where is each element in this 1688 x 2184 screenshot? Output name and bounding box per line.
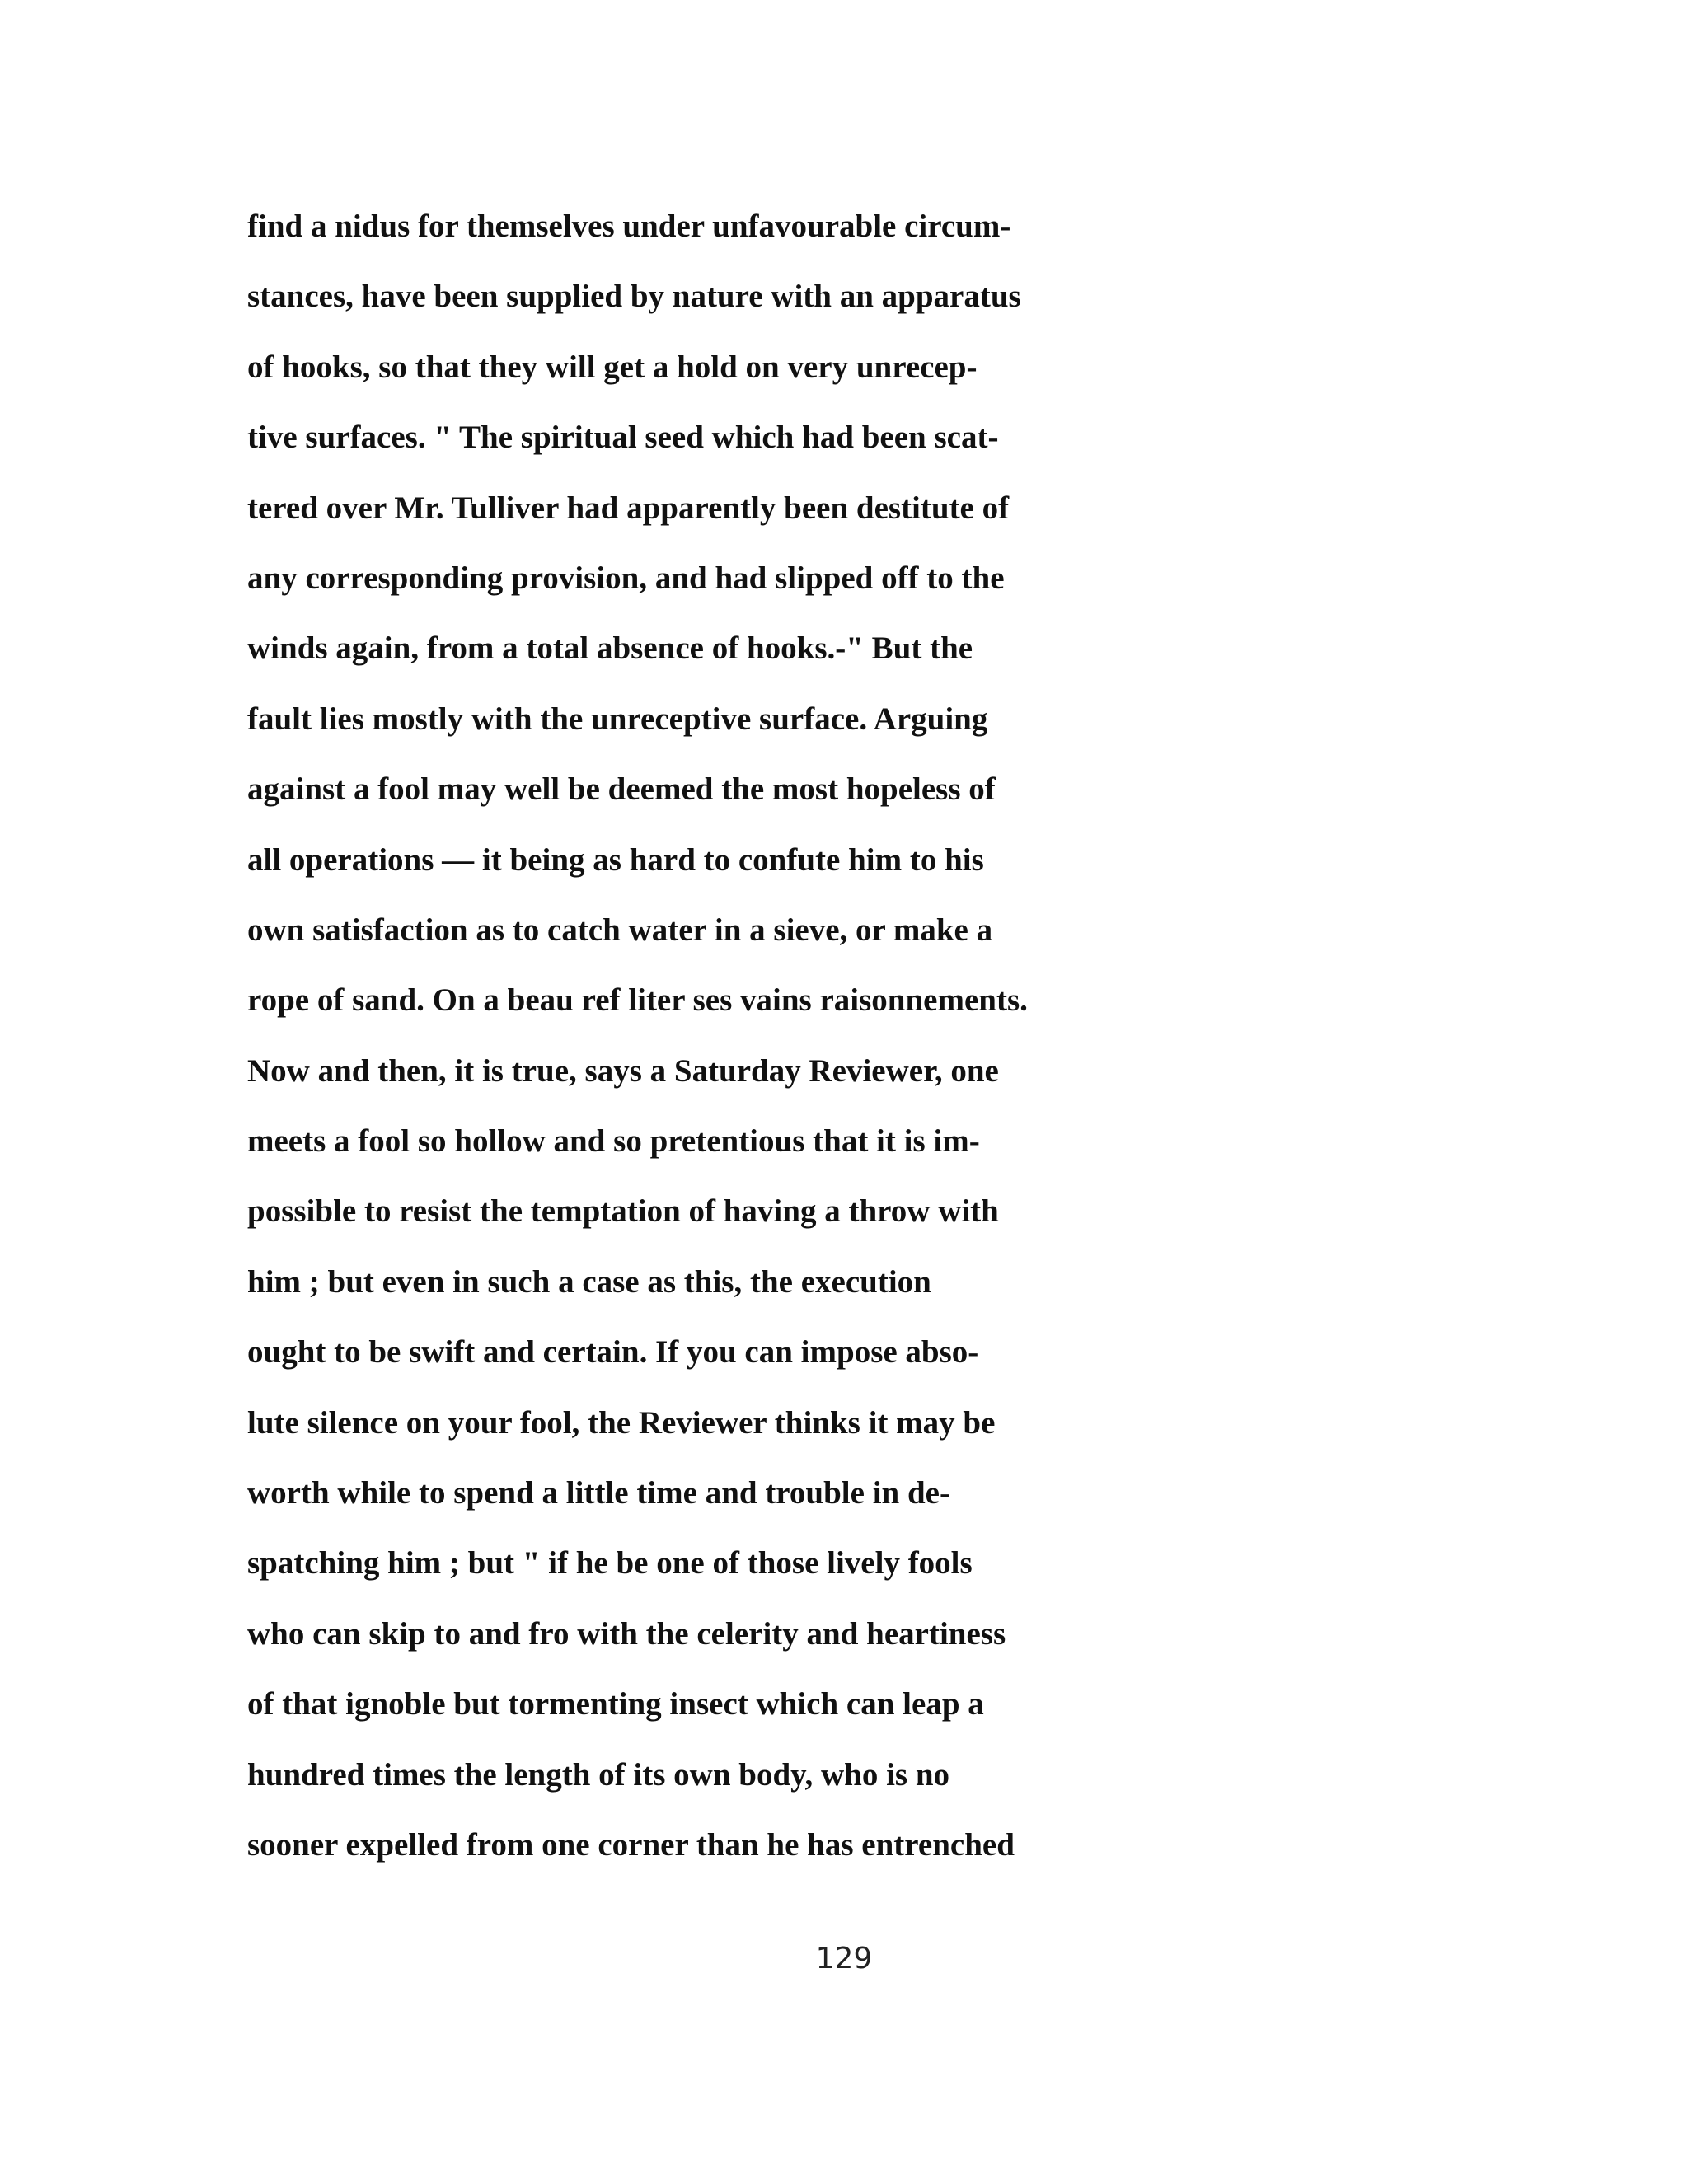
text-line: stances, have been supplied by nature with an apparatus [247,279,1021,315]
text-line: him ; but even in such a case as this, the execution [247,1263,931,1300]
text-line: rope of sand. On a beau ref liter ses vains raisonnements. [247,982,1028,1019]
text-line: meets a fool so hollow and so pretentious that it is im- [247,1123,980,1160]
text-line: ought to be swift and certain. If you can impose abso- [247,1334,979,1371]
text-line: spatching him ; but " if he be one of those lively fools [247,1545,973,1582]
text-line: all operations — it being as hard to confute him to his [247,841,984,878]
text-line: own satisfaction as to catch water in a sieve, or make a [247,912,993,948]
text-line: winds again, from a total absence of hooks.-" But the [247,630,973,667]
text-line: sooner expelled from one corner than he has entrenched [247,1826,1015,1863]
text-line: Now and then, it is true, says a Saturday Reviewer, one [247,1052,999,1089]
text-line: lute silence on your fool, the Reviewer thinks it may be [247,1404,996,1441]
text-line: find a nidus for themselves under unfavourable circum- [247,209,1011,244]
text-line: of that ignoble but tormenting insect which can leap a [247,1686,984,1722]
body-text [247,191,1319,1880]
text-line: against a fool may well be deemed the most hopeless of [247,771,996,808]
text-line: of hooks, so that they will get a hold on very unrecep- [247,349,978,385]
text-line: hundred times the length of its own body, who is no [247,1756,950,1793]
text-line: any corresponding provision, and had slipped off to the [247,560,1005,596]
text-line: tive surfaces. " The spiritual seed which had been scat- [247,419,999,456]
text-line: tered over Mr. Tulliver had apparently been destitute of [247,490,1010,526]
page-number: 129 [815,1942,873,1975]
text-line: possible to resist the temptation of having a throw with [247,1193,999,1230]
text-line: worth while to spend a little time and trouble in de- [247,1475,950,1511]
text-line: who can skip to and fro with the celerity and heartiness [247,1615,1006,1652]
text-line: fault lies mostly with the unreceptive surface. Arguing [247,701,988,737]
